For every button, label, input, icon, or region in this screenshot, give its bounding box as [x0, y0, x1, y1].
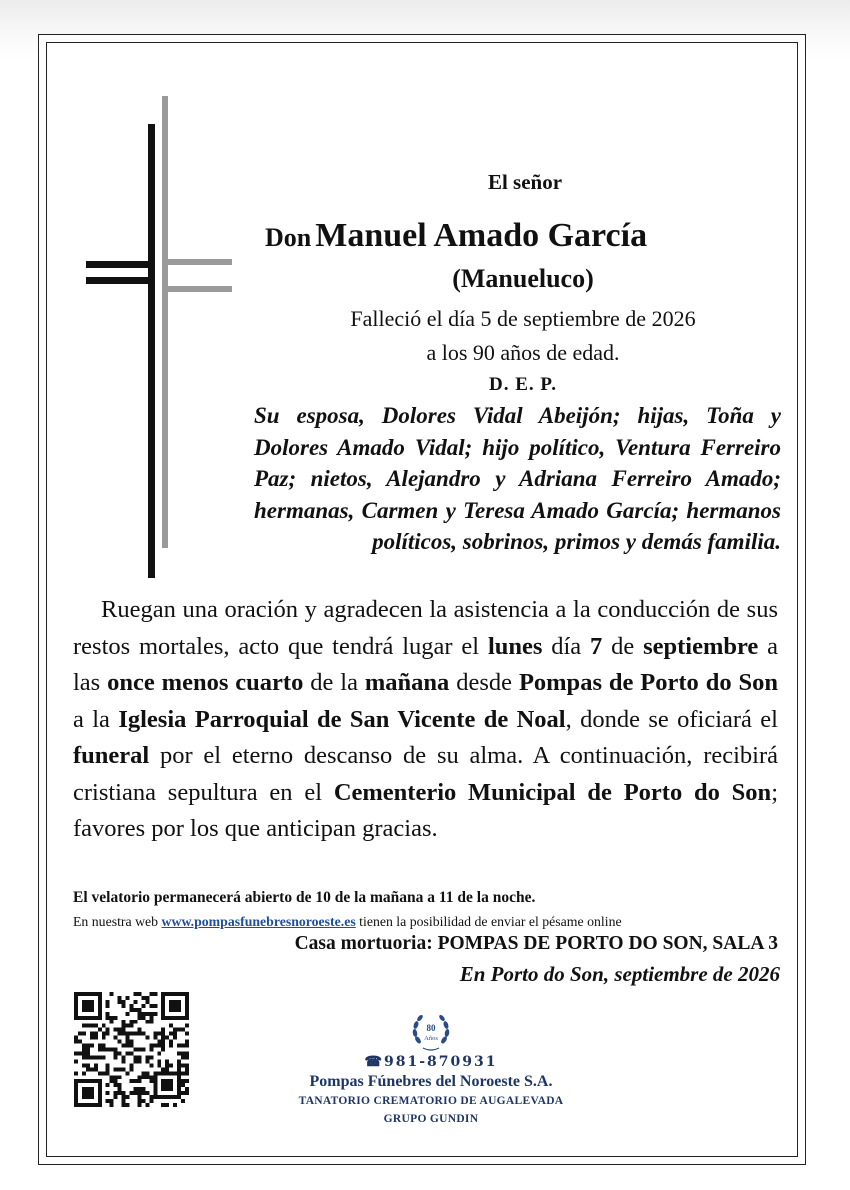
- text-segment: , donde se oficiará el: [565, 705, 778, 733]
- web-prefix: En nuestra web: [73, 914, 162, 929]
- bold-segment: mañana: [364, 669, 450, 696]
- phone-line: [0, 1054, 850, 1070]
- website-link[interactable]: www.pompasfunebresnoroeste.es: [161, 914, 356, 929]
- bold-segment: Pompas de Porto do Son: [518, 669, 779, 696]
- text-segment: por el eterno descanso de su alma. A continuación, recibirá cristiana sepultura en el: [73, 742, 778, 806]
- logo-number: 80: [426, 1023, 436, 1033]
- laurel-logo-icon: [409, 1010, 453, 1054]
- logo-years: Años: [424, 1035, 438, 1042]
- family-list: Su esposa, Dolores Vidal Abeijón; hijas, Toña y Dolores Amado Vidal; hijo político, Ventura Ferreiro Paz; nietos, Alejandro y Adriana Ferreiro Amado; hermanas, Carmen y Teresa Amado García; hermanos políticos, sobrinos, primos y demás familia.: [254, 403, 781, 554]
- phone-number: 981-870931: [383, 1054, 498, 1070]
- text-segment: Ruegan una oración y agradecen la asistencia a la conducción de sus restos mortales, acto que tendrá lugar el: [73, 596, 778, 660]
- text-segment: día: [542, 632, 591, 660]
- web-suffix: tienen la posibilidad de enviar el pésame online: [355, 914, 622, 929]
- bold-segment: funeral: [73, 742, 150, 769]
- casa-mortuoria: Casa mortuoria: POMPAS DE PORTO DO SON, SALA 3: [294, 933, 778, 954]
- deceased-name-line: [265, 217, 647, 255]
- text-segment: desde: [449, 669, 519, 696]
- text-segment: ; favores por los que anticipan gracias.: [73, 778, 778, 842]
- deceased-nickname: (Manueluco): [452, 264, 594, 293]
- grupo-line: GRUPO GUNDIN: [383, 1113, 479, 1125]
- company-name: Pompas Fúnebres del Noroeste S.A.: [309, 1073, 553, 1090]
- web-condolence-line: [73, 914, 622, 930]
- bold-segment: lunes: [487, 632, 543, 660]
- text-segment: de: [602, 632, 644, 660]
- text-segment: a la: [73, 705, 119, 733]
- text-segment: de la: [303, 669, 365, 696]
- announcement-paragraph: [73, 592, 778, 848]
- bold-segment: septiembre: [643, 632, 759, 660]
- death-date: Falleció el día 5 de septiembre de 2026: [350, 306, 696, 331]
- text-segment: a las: [73, 632, 779, 696]
- place-date: En Porto do Son, septiembre de 2026: [459, 962, 780, 986]
- wake-hours: El velatorio permanecerá abierto de 10 de la mañana a 11 de la noche.: [73, 889, 536, 906]
- name-prefix: Don: [265, 223, 312, 252]
- dep-text: D. E. P.: [488, 374, 557, 395]
- bold-segment: Cementerio Municipal de Porto do Son: [333, 778, 772, 806]
- deceased-name: Manuel Amado García: [315, 217, 648, 254]
- age-at-death: a los 90 años de edad.: [426, 340, 620, 365]
- bold-segment: 7: [590, 632, 603, 660]
- phone-icon: ☎: [364, 1054, 384, 1070]
- bold-segment: Iglesia Parroquial de San Vicente de Noal: [118, 705, 566, 733]
- tanatorio-line: TANATORIO CREMATORIO DE AUGALEVADA: [298, 1095, 564, 1107]
- heading-el-senor: El señor: [487, 170, 563, 194]
- bold-segment: once menos cuarto: [107, 669, 304, 696]
